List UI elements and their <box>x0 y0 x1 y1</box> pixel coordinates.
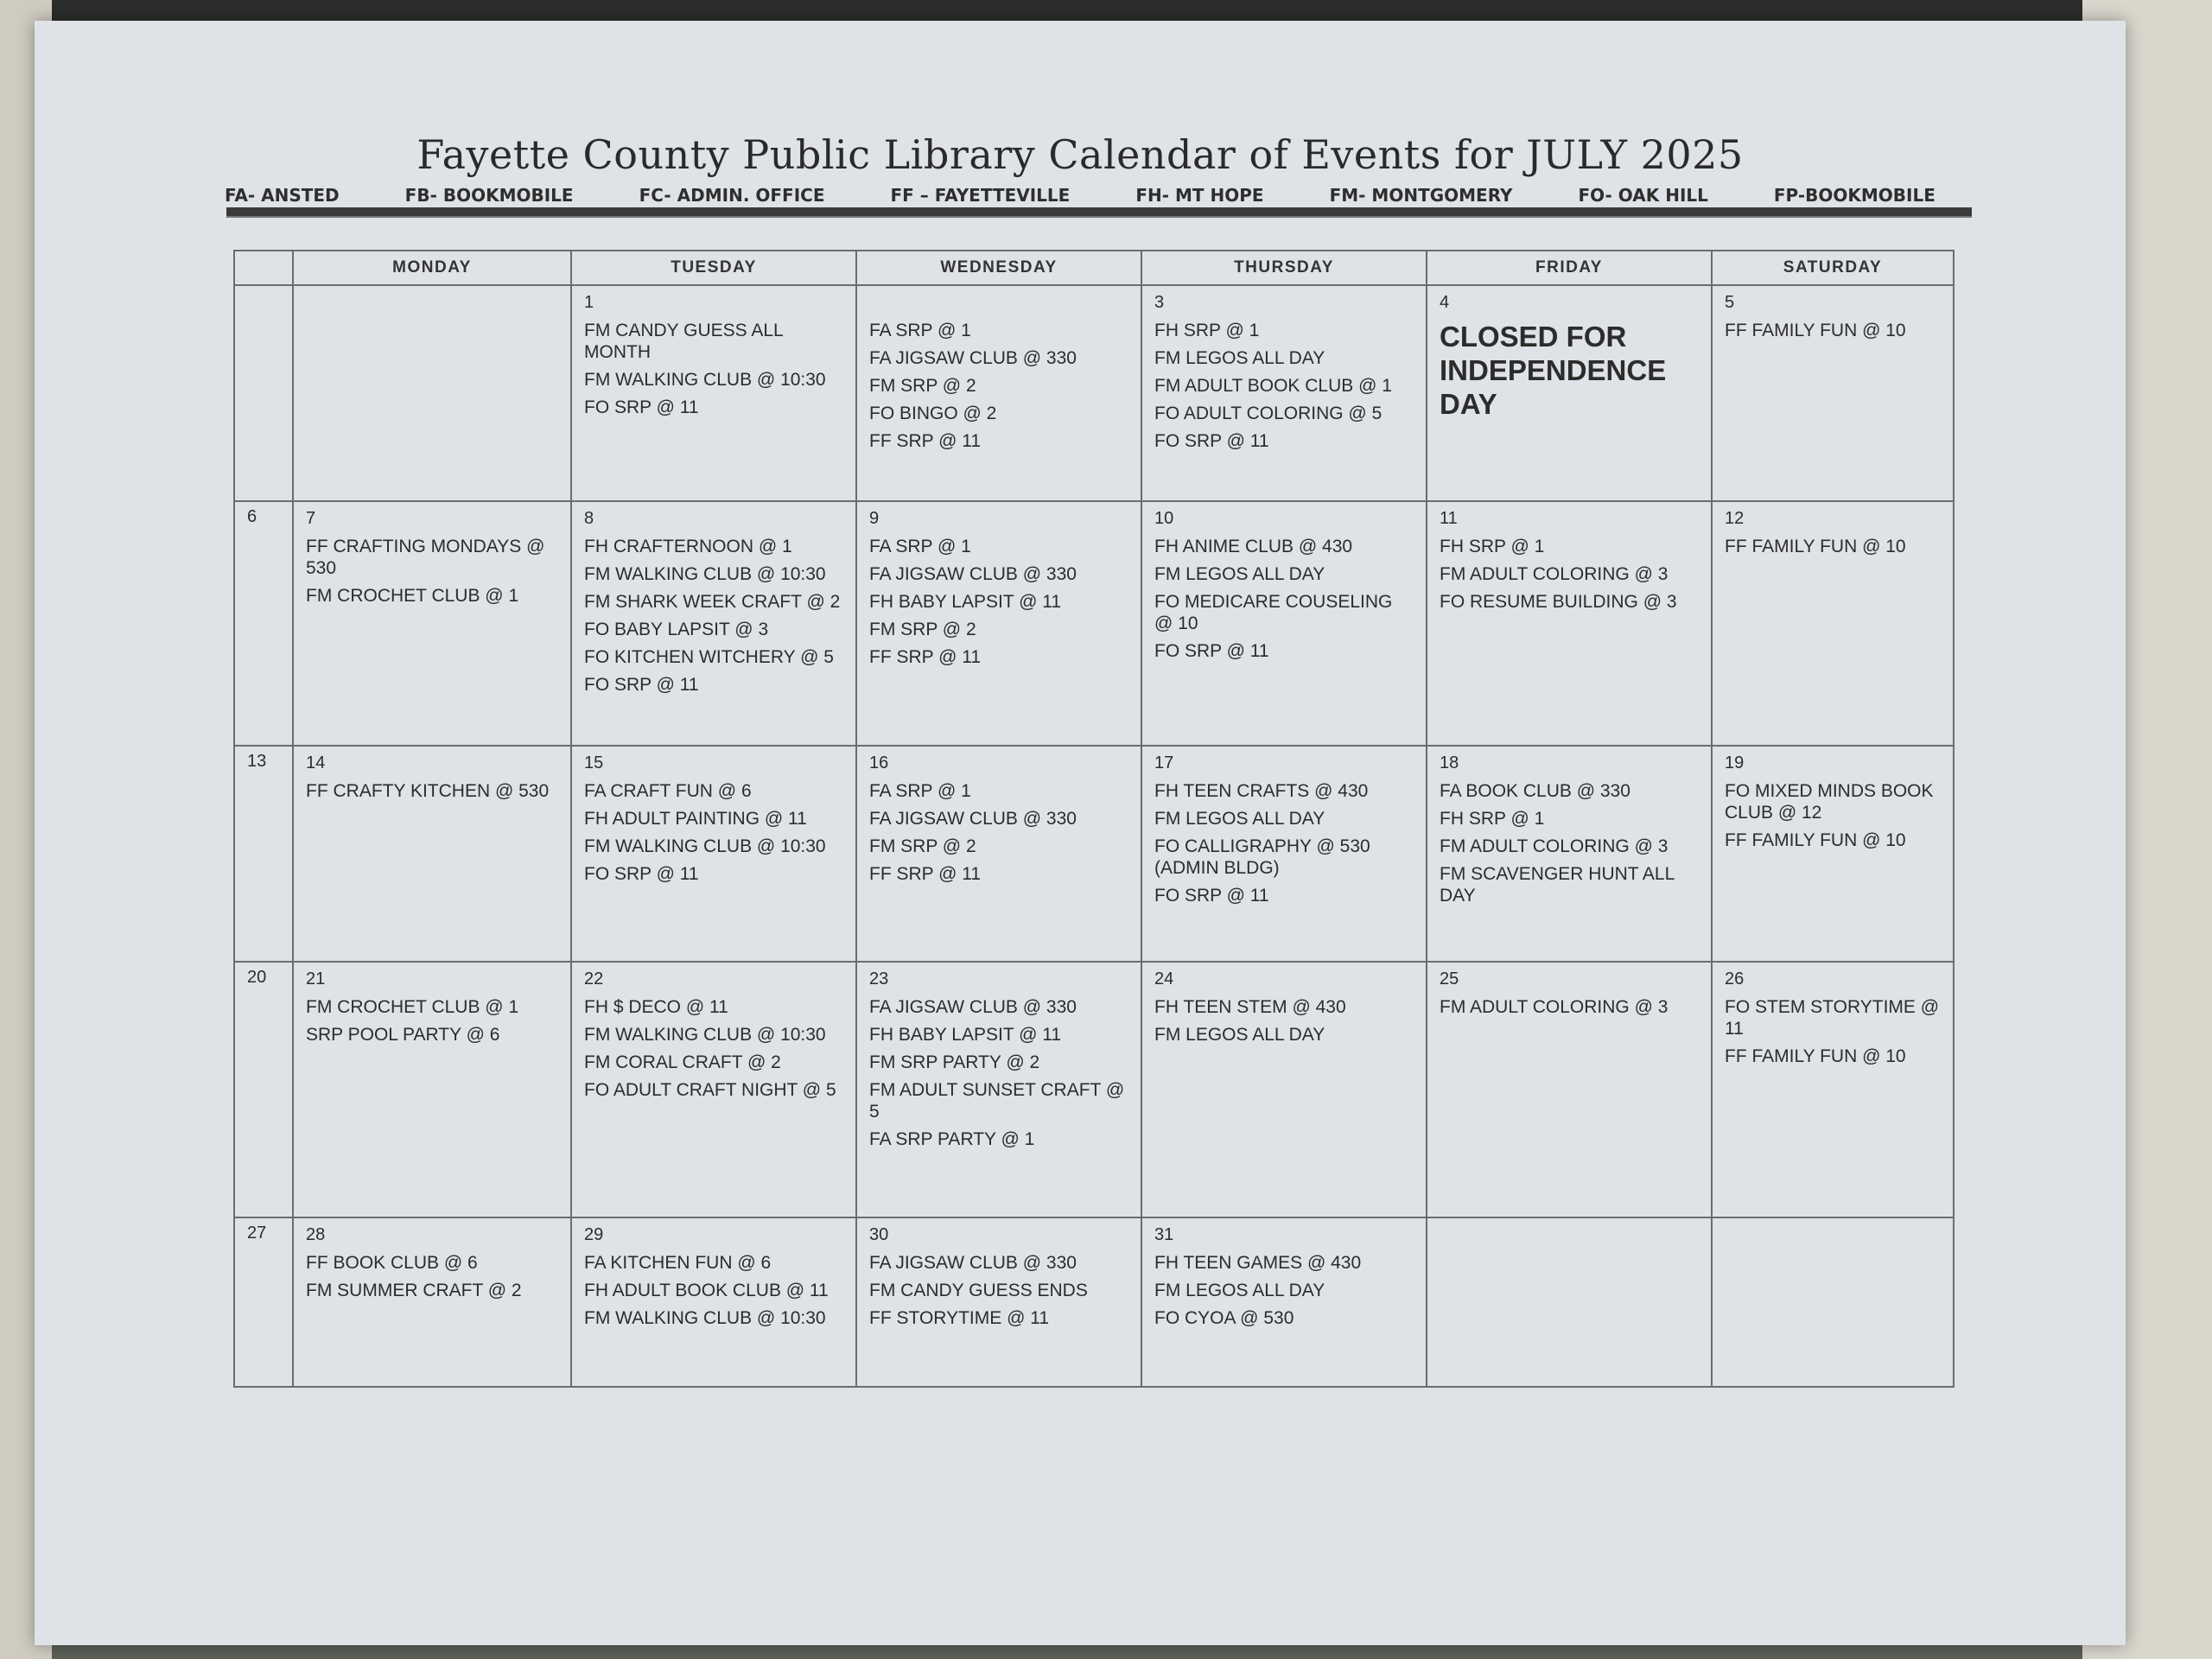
day-number: 29 <box>584 1225 604 1244</box>
day-number: 11 <box>1440 509 1458 528</box>
event-item: FO SRP @ 11 <box>1154 886 1269 906</box>
event-item: FA JIGSAW CLUB @ 330 <box>869 809 1077 829</box>
event-item: FO STEM STORYTIME @ 11 <box>1725 997 1940 1039</box>
event-item: FA CRAFT FUN @ 6 <box>584 781 752 801</box>
day-number: 17 <box>1154 753 1174 772</box>
event-item: FO MEDICARE COUSELING @ 10 <box>1154 592 1393 633</box>
event-item: FM WALKING CLUB @ 10:30 <box>584 1025 826 1045</box>
event-item: FH ADULT BOOK CLUB @ 11 <box>584 1281 829 1300</box>
day-cell <box>571 285 856 501</box>
event-item: FA JIGSAW CLUB @ 330 <box>869 997 1077 1017</box>
event-item: FF BOOK CLUB @ 6 <box>306 1253 478 1273</box>
event-item: FH BABY LAPSIT @ 11 <box>869 592 1062 612</box>
event-item: FF SRP @ 11 <box>869 431 982 451</box>
event-item: FO SRP @ 11 <box>584 397 699 417</box>
calendar-sheet <box>35 21 2126 1645</box>
day-cell <box>1712 501 1954 746</box>
event-item: FM LEGOS ALL DAY <box>1154 1025 1325 1045</box>
day-cell <box>1712 285 1954 501</box>
day-number: 24 <box>1154 969 1174 988</box>
event-item: FM ADULT COLORING @ 3 <box>1440 836 1669 856</box>
day-cell <box>856 962 1141 1217</box>
sunday-cell: 20 <box>234 962 293 1217</box>
calendar-grid <box>233 250 1955 1388</box>
event-item: FA JIGSAW CLUB @ 330 <box>869 564 1077 584</box>
event-item: FM ADULT COLORING @ 3 <box>1440 997 1669 1017</box>
event-item: FO BINGO @ 2 <box>869 404 997 423</box>
day-number: 21 <box>306 969 326 988</box>
branch-legend <box>225 185 1936 206</box>
event-item: FH ANIME CLUB @ 430 <box>1154 537 1353 556</box>
day-number <box>869 293 1130 313</box>
day-number: 9 <box>869 509 880 528</box>
event-item: FA SRP @ 1 <box>869 321 971 340</box>
legend-item: FC- ADMIN. OFFICE <box>639 185 825 206</box>
event-item: FF SRP @ 11 <box>869 864 982 884</box>
day-cell <box>293 501 571 746</box>
event-item: FF FAMILY FUN @ 10 <box>1725 830 1906 850</box>
day-cell <box>856 501 1141 746</box>
day-cell <box>571 962 856 1217</box>
day-number: 23 <box>869 969 889 988</box>
event-item: FO SRP @ 11 <box>1154 431 1269 451</box>
day-cell <box>1427 285 1712 501</box>
event-item: FH SRP @ 1 <box>1440 537 1545 556</box>
event-item: FM LEGOS ALL DAY <box>1154 1281 1325 1300</box>
event-item: FM LEGOS ALL DAY <box>1154 348 1325 368</box>
week-row <box>234 1217 1954 1387</box>
event-item: FA KITCHEN FUN @ 6 <box>584 1253 772 1273</box>
event-item: FF FAMILY FUN @ 10 <box>1725 537 1906 556</box>
day-number: 22 <box>584 969 604 988</box>
event-item: FA BOOK CLUB @ 330 <box>1440 781 1630 801</box>
day-number: 10 <box>1154 509 1174 528</box>
weekday-header-row <box>234 251 1954 285</box>
day-cell <box>1141 746 1427 962</box>
day-number: 31 <box>1154 1225 1174 1244</box>
day-cell <box>1141 285 1427 501</box>
day-number <box>1440 1225 1700 1245</box>
day-cell <box>1141 1217 1427 1387</box>
weekday-header: FRIDAY <box>1427 251 1712 285</box>
event-item: FH ADULT PAINTING @ 11 <box>584 809 807 829</box>
day-number: 16 <box>869 753 889 772</box>
day-number: 19 <box>1725 753 1745 772</box>
event-item: FF CRAFTY KITCHEN @ 530 <box>306 781 550 801</box>
day-number: 7 <box>306 509 316 528</box>
week-row <box>234 501 1954 746</box>
event-item: FH TEEN STEM @ 430 <box>1154 997 1346 1017</box>
event-item: FO SRP @ 11 <box>1154 641 1269 661</box>
event-item: FA SRP @ 1 <box>869 781 971 801</box>
event-item: FM LEGOS ALL DAY <box>1154 809 1325 829</box>
day-cell <box>856 746 1141 962</box>
week-row <box>234 746 1954 962</box>
event-item: FF FAMILY FUN @ 10 <box>1725 321 1906 340</box>
legend-item: FH- MT HOPE <box>1135 185 1264 206</box>
event-item: FM SCAVENGER HUNT ALL DAY <box>1440 864 1675 906</box>
event-item: FM SRP @ 2 <box>869 376 976 396</box>
legend-item: FP-BOOKMOBILE <box>1773 185 1936 206</box>
day-number <box>1725 1225 1942 1245</box>
legend-item: FA- ANSTED <box>225 185 340 206</box>
sunday-cell: 27 <box>234 1217 293 1387</box>
event-item: FH SRP @ 1 <box>1440 809 1545 829</box>
week-row <box>234 285 1954 501</box>
event-item: FM LEGOS ALL DAY <box>1154 564 1325 584</box>
day-cell <box>1712 746 1954 962</box>
day-cell <box>1141 962 1427 1217</box>
event-item: FO SRP @ 11 <box>584 864 699 884</box>
event-item: FM SRP PARTY @ 2 <box>869 1052 1040 1072</box>
event-item: FH BABY LAPSIT @ 11 <box>869 1025 1062 1045</box>
day-cell <box>1427 501 1712 746</box>
event-item: FO CYOA @ 530 <box>1154 1308 1294 1328</box>
title-rule <box>226 207 1972 218</box>
day-number: 3 <box>1154 293 1165 312</box>
event-item: FH $ DECO @ 11 <box>584 997 728 1017</box>
event-item: FF SRP @ 11 <box>869 647 982 667</box>
event-item: FO ADULT CRAFT NIGHT @ 5 <box>584 1080 836 1100</box>
event-item: FA JIGSAW CLUB @ 330 <box>869 1253 1077 1273</box>
event-item: FM WALKING CLUB @ 10:30 <box>584 836 826 856</box>
day-cell <box>1427 746 1712 962</box>
day-number: 12 <box>1725 509 1745 528</box>
event-item: FA SRP PARTY @ 1 <box>869 1129 1035 1149</box>
legend-item: FO- OAK HILL <box>1578 185 1708 206</box>
sunday-cell: 13 <box>234 746 293 962</box>
event-item: FO RESUME BUILDING @ 3 <box>1440 592 1677 612</box>
weekday-header: THURSDAY <box>1141 251 1427 285</box>
event-item: FO MIXED MINDS BOOK CLUB @ 12 <box>1725 781 1934 823</box>
event-item: FM CORAL CRAFT @ 2 <box>584 1052 781 1072</box>
day-number: 30 <box>869 1225 889 1244</box>
day-number: 18 <box>1440 753 1459 772</box>
day-number: 8 <box>584 509 594 528</box>
sunday-cell: 6 <box>234 501 293 746</box>
day-number: 15 <box>584 753 604 772</box>
sunday-cell <box>234 285 293 501</box>
day-cell <box>856 285 1141 501</box>
event-item: FH SRP @ 1 <box>1154 321 1260 340</box>
event-item: FM ADULT BOOK CLUB @ 1 <box>1154 376 1392 396</box>
day-number: 28 <box>306 1225 326 1244</box>
event-item: FM ADULT COLORING @ 3 <box>1440 564 1669 584</box>
day-cell <box>1712 1217 1954 1387</box>
day-cell <box>293 1217 571 1387</box>
legend-item: FF – FAYETTEVILLE <box>890 185 1071 206</box>
event-item: FM SRP @ 2 <box>869 620 976 639</box>
day-number: 4 <box>1440 293 1450 312</box>
day-cell <box>571 1217 856 1387</box>
event-item: FH TEEN CRAFTS @ 430 <box>1154 781 1369 801</box>
legend-item: FB- BOOKMOBILE <box>404 185 574 206</box>
event-item: SRP POOL PARTY @ 6 <box>306 1025 500 1045</box>
day-number: 25 <box>1440 969 1459 988</box>
event-item: FO KITCHEN WITCHERY @ 5 <box>584 647 834 667</box>
event-item: FH TEEN GAMES @ 430 <box>1154 1253 1362 1273</box>
day-number: 1 <box>584 293 594 312</box>
event-item: FA SRP @ 1 <box>869 537 971 556</box>
legend-item: FM- MONTGOMERY <box>1329 185 1513 206</box>
weekday-header: TUESDAY <box>571 251 856 285</box>
day-cell <box>1427 962 1712 1217</box>
event-item: FM WALKING CLUB @ 10:30 <box>584 370 826 390</box>
day-number <box>306 293 560 313</box>
closed-notice: CLOSED FOR INDEPENDENCE DAY <box>1440 321 1667 420</box>
event-item: FH CRAFTERNOON @ 1 <box>584 537 792 556</box>
event-item: FM CANDY GUESS ENDS <box>869 1281 1088 1300</box>
day-number: 26 <box>1725 969 1745 988</box>
page-title: Fayette County Public Library Calendar of Events for JULY 2025 <box>416 131 1744 178</box>
day-cell <box>293 962 571 1217</box>
day-cell <box>293 746 571 962</box>
event-item: FF FAMILY FUN @ 10 <box>1725 1046 1906 1066</box>
day-cell <box>856 1217 1141 1387</box>
day-cell <box>1141 501 1427 746</box>
event-item: FO ADULT COLORING @ 5 <box>1154 404 1382 423</box>
day-cell <box>571 501 856 746</box>
weekday-header: MONDAY <box>293 251 571 285</box>
event-item: FF STORYTIME @ 11 <box>869 1308 1050 1328</box>
event-item: FA JIGSAW CLUB @ 330 <box>869 348 1077 368</box>
day-cell <box>571 746 856 962</box>
day-number: 14 <box>306 753 326 772</box>
week-row <box>234 962 1954 1217</box>
calendar-body <box>234 285 1954 1387</box>
day-cell <box>1712 962 1954 1217</box>
weekday-header: WEDNESDAY <box>856 251 1141 285</box>
weekday-header: SATURDAY <box>1712 251 1954 285</box>
event-item: FO CALLIGRAPHY @ 530 (ADMIN BLDG) <box>1154 836 1370 878</box>
event-item: FM SHARK WEEK CRAFT @ 2 <box>584 592 841 612</box>
event-item: FM CROCHET CLUB @ 1 <box>306 586 519 606</box>
event-item: FM SUMMER CRAFT @ 2 <box>306 1281 522 1300</box>
day-cell <box>293 285 571 501</box>
event-item: FF CRAFTING MONDAYS @ 530 <box>306 537 545 578</box>
day-cell <box>1427 1217 1712 1387</box>
event-item: FM ADULT SUNSET CRAFT @ 5 <box>869 1080 1125 1122</box>
day-number: 5 <box>1725 293 1735 312</box>
event-item: FO SRP @ 11 <box>584 675 699 695</box>
event-item: FM CROCHET CLUB @ 1 <box>306 997 519 1017</box>
event-item: FM SRP @ 2 <box>869 836 976 856</box>
event-item: FM WALKING CLUB @ 10:30 <box>584 564 826 584</box>
event-item: FM CANDY GUESS ALL MONTH <box>584 321 783 362</box>
event-item: FM WALKING CLUB @ 10:30 <box>584 1308 826 1328</box>
event-item: FO BABY LAPSIT @ 3 <box>584 620 769 639</box>
sunday-header <box>234 251 293 285</box>
